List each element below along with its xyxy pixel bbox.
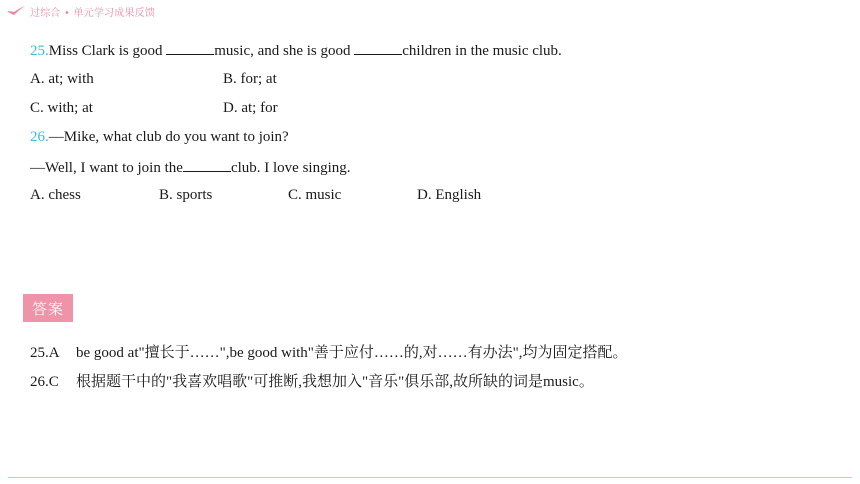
answer-blank	[354, 41, 402, 55]
option-b: B. for; at	[223, 71, 277, 87]
checkmark-swoosh-icon	[6, 5, 26, 17]
option-c: C. with; at	[30, 100, 93, 116]
question-26-line2: —Well, I want to join the club. I love singing.	[30, 160, 351, 176]
answer-explanation: 根据题干中的"我喜欢唱歌"可推断,我想加入"音乐"俱乐部,故所缺的词是music。	[76, 374, 594, 390]
answer-number: 26.C	[30, 374, 59, 390]
answer-25	[30, 344, 628, 362]
option-d: D. English	[417, 187, 482, 203]
option-a: A. at; with	[30, 71, 94, 87]
footer-divider	[8, 477, 852, 478]
header-title: 过综合 • 单元学习成果反馈	[30, 7, 156, 19]
page-header	[6, 3, 155, 19]
answer-badge: 答案	[23, 294, 73, 322]
question-26-line1: 26.—Mike, what club do you want to join?	[30, 129, 289, 145]
question-number: 26.	[30, 129, 49, 145]
option-c: C. music	[288, 187, 342, 203]
answer-explanation: be good at"擅长于……",be good with"善于应付……的,对……有办法",均为固定搭配。	[76, 345, 628, 361]
answer-blank	[166, 41, 214, 55]
answer-26	[30, 373, 594, 391]
option-a: A. chess	[30, 187, 81, 203]
option-d: D. at; for	[223, 100, 278, 116]
option-b: B. sports	[159, 187, 213, 203]
question-25-stem: 25.Miss Clark is good music, and she is good children in the music club.	[30, 43, 562, 59]
answer-number: 25.A	[30, 345, 60, 361]
question-number: 25.	[30, 43, 49, 59]
answer-blank	[183, 158, 231, 172]
